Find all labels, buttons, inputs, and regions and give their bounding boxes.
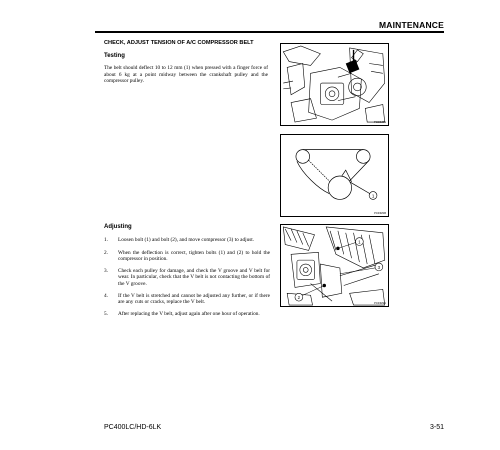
callout-2: 2 (297, 295, 301, 301)
step-number: 3. (104, 267, 108, 274)
figure-belt-deflection-test (280, 43, 389, 126)
callout-3: 3 (377, 264, 381, 270)
testing-heading: Testing (104, 53, 125, 59)
step-item (104, 311, 270, 318)
callout-1: 1 (371, 193, 375, 199)
step-number: 5. (104, 310, 108, 317)
step-text: Loosen bolt (1) and bolt (2), and move compressor (3) to adjust. (118, 237, 255, 243)
step-number: 4. (104, 292, 108, 299)
header-rule (95, 31, 444, 33)
adjusting-steps (104, 237, 270, 317)
step-item (104, 237, 270, 244)
section-title: CHECK, ADJUST TENSION OF A/C COMPRESSOR BELT (104, 40, 254, 46)
step-item (104, 268, 270, 288)
step-item (104, 293, 270, 306)
figure-belt-schematic (280, 134, 389, 217)
step-text: After replacing the V belt, adjust again after one hour of operation. (118, 310, 260, 317)
engine-illustration (281, 44, 388, 125)
callout-1: 1 (358, 239, 361, 245)
step-text: Check each pulley for damage, and check the V groove and V belt for wear. In particular, check that the V belt is not contacting the bottom of the V groove. (118, 267, 270, 287)
figure-code: PC03M8N (374, 121, 386, 124)
footer-model: PC400LC/HD-6LK (104, 424, 162, 431)
testing-text: The belt should deflect 10 to 12 mm (1) when pressed with a finger force of about 6 kg at a point midway between the crankshaft pulley and the compressor pulley. (104, 65, 268, 85)
step-item (104, 250, 270, 263)
step-number: 2. (104, 249, 108, 256)
figure-code: PC03M1B (374, 212, 386, 215)
figure-compressor-adjustment (280, 224, 389, 307)
step-text: If the V belt is stretched and cannot be adjusted any further, or if there are any cuts or cracks, replace the V belt. (118, 292, 270, 306)
belt-pulley-diagram (281, 135, 388, 216)
compressor-illustration (281, 225, 388, 306)
step-number: 1. (104, 237, 108, 243)
step-text: When the deflection is correct, tighten bolts (1) and (2) to hold the compressor in position. (118, 249, 270, 263)
adjusting-heading: Adjusting (104, 224, 132, 230)
figure-code: PC03M2A (374, 302, 386, 305)
running-header-section: MAINTENANCE (378, 20, 444, 30)
page-number: 3-51 (429, 424, 444, 431)
